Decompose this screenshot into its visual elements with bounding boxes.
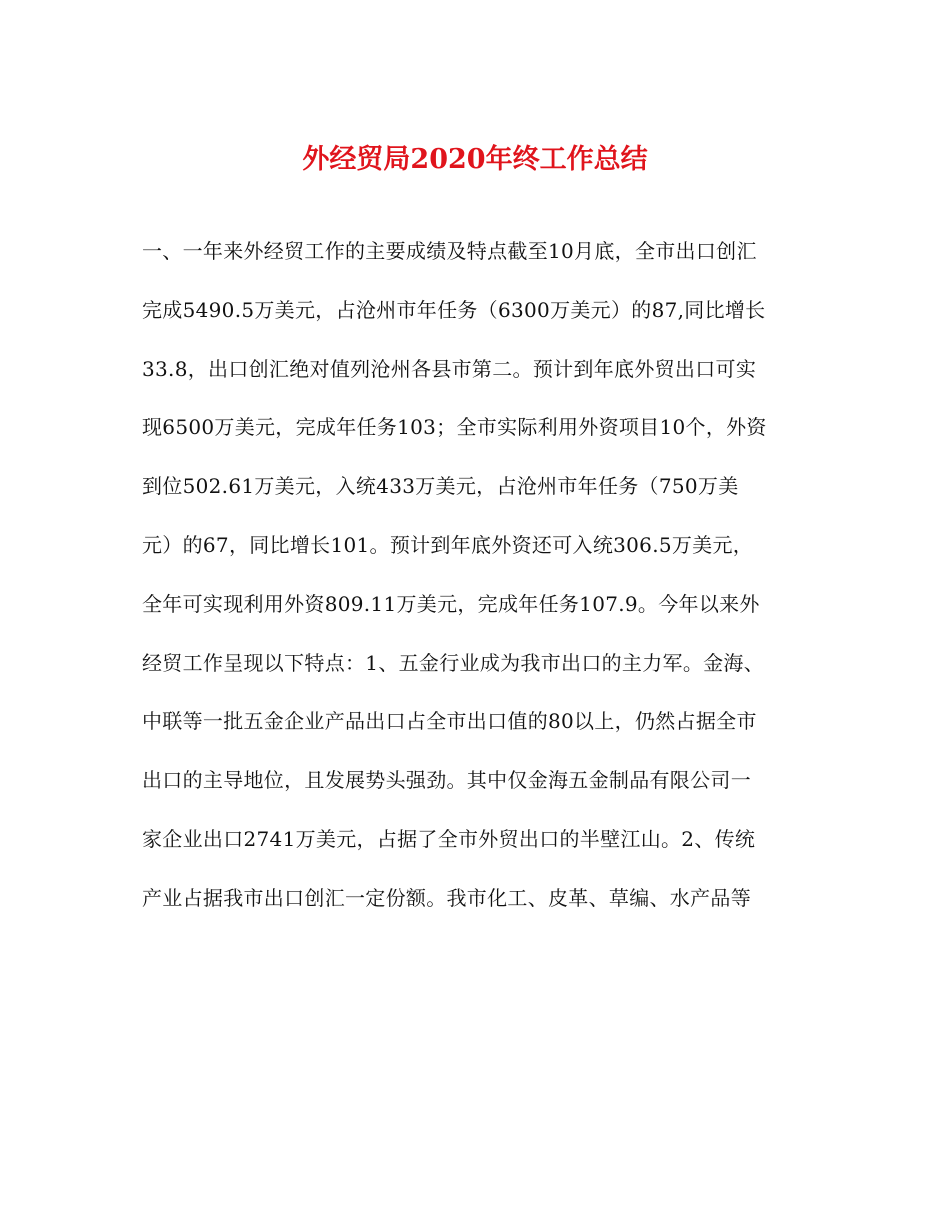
body-line: 一、一年来外经贸工作的主要成绩及特点截至10月底，全市出口创汇 (142, 239, 757, 263)
body-line: 全年可实现利用外资809.11万美元，完成年任务107.9。今年以来外 (142, 591, 760, 616)
body-line: 中联等一批五金企业产品出口占全市出口值的80以上，仍然占据全市 (142, 709, 757, 734)
body-line: 产业占据我市出口创汇一定份额。我市化工、皮革、草编、水产品等 (142, 885, 751, 910)
body-line: 到位502.61万美元，入统433万美元，占沧州市年任务（750万美 (142, 474, 739, 499)
document-title: 外经贸局2020年终工作总结 (302, 144, 648, 175)
document-body (142, 222, 822, 928)
body-line: 33.8，出口创汇绝对值列沧州各县市第二。预计到年底外贸出口可实 (142, 356, 757, 381)
body-line: 经贸工作呈现以下特点：1、五金行业成为我市出口的主力军。金海、 (142, 650, 765, 675)
body-line: 现6500万美元，完成年任务103；全市实际利用外资项目10个，外资 (142, 415, 767, 440)
body-line: 元）的67，同比增长101。预计到年底外资还可入统306.5万美元， (142, 532, 754, 557)
body-line: 完成5490.5万美元，占沧州市年任务（6300万美元）的87,同比增长 (142, 297, 766, 322)
body-line: 家企业出口2741万美元，占据了全市外贸出口的半壁江山。2、传统 (142, 826, 756, 851)
body-line: 出口的主导地位，且发展势头强劲。其中仅金海五金制品有限公司一 (142, 768, 751, 793)
